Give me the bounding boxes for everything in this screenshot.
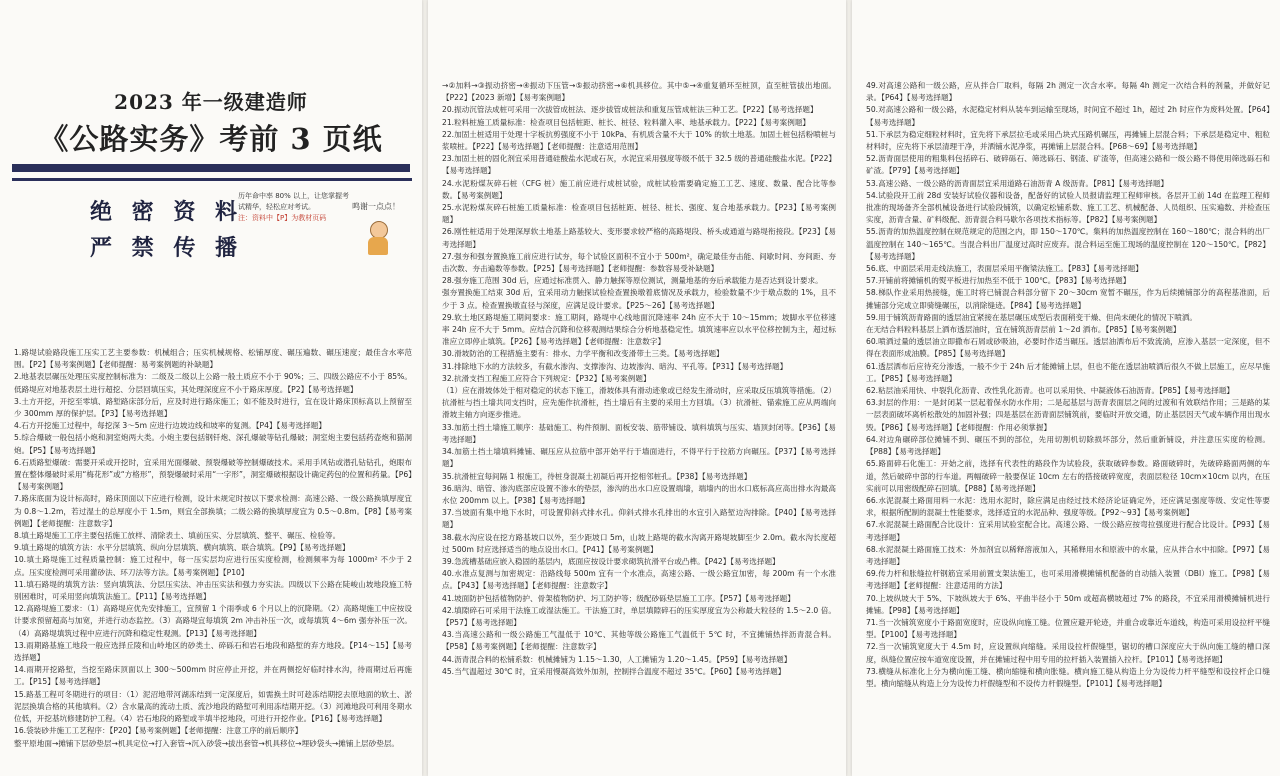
paragraph: 30.滑坡防治的工程措施主要有：排水、力学平衡和改变滑带土三类。【易考选择题】 bbox=[442, 349, 724, 359]
paragraph: 51.下承层为稳定细粒材料时，宜先将下承层拉毛或采用凸块式压路机碾压，再摊铺上层混合料；下承层是稳定中、粗粒材料时，应先将下承层清理干净，并洒铺水泥净浆，再摊铺上层混合料。【P68～69】【易考选择题】 bbox=[866, 129, 1270, 152]
paragraph: 63.封层的作用：一是封闭某一层起着保水防水作用；二是起基层与沥青表面层之间的过渡和有效联结作用；三是路的某一层表面破坏离析松散处的加固补强；四是基层在沥青面层铺筑前，要临时开放交通，防止基层因天气或车辆作用出现水毁。【P86】【易考选择题】【老师提醒：作用必须掌握】 bbox=[866, 398, 1270, 432]
paragraph: 32.抗滑支挡工程施工应符合下列规定：【P32】【易考案例题】 bbox=[442, 373, 651, 383]
paragraph: 21.粒料桩施工质量标准：检查项目包括桩距、桩长、桩径、粒料灌入率、地基承载力。【P22】【易考案例题】 bbox=[442, 117, 811, 127]
confidential-text-1: 绝 密 资 料 bbox=[90, 199, 243, 225]
paragraph: 55.沥青的加热温度控制在规范规定的范围之内，即 150～170℃。集料的加热温度控制在 160～180℃；混合料的出厂温度控制在 140～165℃。当混合料出厂温度过高时应废弃。混合料运至施工现场的温度控制在 120～150℃。【P82】【易考选择题】 bbox=[866, 227, 1270, 261]
paragraph: 70.上坡纵坡大于 5%、下坡纵坡大于 6%、平曲半径小于 50m 或超高横坡超过 7% 的路段，不宜采用滑模摊铺机进行摊铺。【P98】【易考选择题】 bbox=[866, 593, 1270, 615]
paragraph: 35.抗滑桩宜每间隔 1 根施工，待桩身混凝土初凝后再开挖相邻桩孔。【P38】【易考选择题】 bbox=[442, 471, 752, 481]
paragraph: 1.路堤试验路段施工压实工艺主要参数：机械组合；压实机械规格、松铺厚度、碾压遍数、碾压速度；最佳含水率范围。【P2】【易考案例题】【老师提醒：易考案例题的补缺题】 bbox=[14, 348, 412, 370]
paragraph: 31.排除地下水的方法较多，有截水渗沟、支撑渗沟、边坡渗沟、暗沟、平孔等。【P31】【易考选择题】 bbox=[442, 361, 788, 371]
paragraph: 71.当一次铺筑宽度小于路面宽度时，应设纵向施工缝。位置应避开轮迹，并重合或靠近车道线，构造可采用设拉杆平缝型。【P100】【易考选择题】 bbox=[866, 617, 1270, 640]
paragraph: 66.水泥混凝土路面用料一水泥：选用水泥时，除应满足由经过技术经济论证确定外，还应满足强度等级、安定性等要求，根据所配制的混凝土性能要求，选择适宜的水泥品种、强度等级。【P92～93】【易考案例题】 bbox=[866, 495, 1270, 518]
paragraph: 62.粘层油采用快、中裂乳化沥青、改性乳化沥青。也可以采用快、中凝液体石油沥青。【P85】【易考选择题】 bbox=[866, 386, 1235, 396]
paragraph: 2.地基表层碾压处理压实度控制标准为：二级及二级以上公路一般土质应不小于 90%；三、四级公路应不小于 85%。低路堤应对地基表层土进行超挖、分层回填压实，其处理深度应不小于路床厚度。【P2】【易考选择题】 bbox=[14, 372, 412, 394]
paragraph: 73.横缝从标准化上分为横向施工缝、横向缩缝和横向胀缝。横向施工缝从构造上分为设传力杆平缝型和设拉杆企口缝型。横向缩缝从构造上分为设传力杆假缝型和不设传力杆假缝型。【P101】【易考选择题】 bbox=[866, 666, 1270, 688]
column-2-body bbox=[428, 80, 846, 678]
paragraph: 36.暗沟、暗管、渗沟底部应设置不渗水的垫层，渗沟的出水口应设置端墙，端墙内的出水口底标高应高出排水沟最高水位 200mm 以上。【P38】【易考选择题】 bbox=[442, 483, 836, 505]
paragraph: 5.综合爆破一般包括小炮和洞室炮两大类。小炮主要包括钢钎炮、深孔爆破等钻孔爆破；洞室炮主要包括药壶炮和猫洞炮。【P5】【易考选择题】 bbox=[14, 433, 412, 455]
paragraph: 11.填石路堤的填筑方法：竖向填筑法、分层压实法、冲击压实法和强力夯实法。四级以下公路在陡峻山坡地段施工特别困难时，可采用竖向填筑法施工。【P11】【易考选择题】 bbox=[14, 579, 412, 602]
paragraph: 23.加固土桩的固化剂宜采用普通硅酸盐水泥或石灰，水泥宜采用强度等级不低于 32.5 级的普通硅酸盐水泥。【P22】【易考选择题】 bbox=[442, 154, 836, 176]
paragraph: 37.当坡面有集中地下水时，可设置仰斜式排水孔。仰斜式排水孔排出的水宜引入路堑边沟排除。【P40】【易考选择题】 bbox=[442, 508, 836, 530]
paragraph: 16.袋装砂井施工工艺程序：【P20】【易考案例题】【老师提醒：注意工序的前后顺序】 bbox=[14, 726, 303, 736]
paragraph: 在无结合料粒料基层上洒布透层油时，宜在铺筑沥青层前 1～2d 洒布。【P85】【易考案例题】 bbox=[866, 325, 1181, 335]
paragraph: 24.水泥粉煤灰碎石桩（CFG 桩）施工前应进行成桩试验，成桩试验需要确定施工工艺、速度、数量、配合比等参数。【易考案例题】 bbox=[442, 178, 836, 200]
paragraph: 44.沥青混合料的松铺系数：机械摊铺为 1.15～1.30，人工摊铺为 1.20～1.45。【P59】【易考选择题】 bbox=[442, 654, 792, 664]
banner-note bbox=[238, 191, 354, 224]
paragraph: 43.当高速公路和一级公路施工气温低于 10℃、其他等级公路施工气温低于 5℃ 时，不宜摊铺热拌沥青混合料。【P58】【易考案例题】【老师提醒：注意数字】 bbox=[442, 630, 836, 652]
paragraph: 22.加固土桩适用于处理十字板抗剪强度不小于 10kPa、有机质含量不大于 10% 的软土地基。加固土桩包括粉喷桩与浆喷桩。【P22】【易考选择题】【老师提醒：注意适用范围】 bbox=[442, 129, 836, 152]
paragraph: 56.底、中面层采用走线法施工，表面层采用平衡梁法施工。【P83】【易考选择题】 bbox=[866, 264, 1143, 274]
mascot-icon bbox=[366, 221, 390, 255]
paragraph: 10.填土路堤施工过程质量控制：施工过程中，每一压实层均应进行压实度检测，检测频率为每 1000m² 不少于 2 点。压实度检测可采用灌砂法、环刀法等方法。【易考案例题】【P10】 bbox=[14, 555, 412, 577]
paragraph: 14.雨期开挖路堑，当挖至路床顶面以上 300～500mm 时应停止开挖，并在两侧挖好临时排水沟，待雨期过后再施工。【P15】【易考选择题】 bbox=[14, 665, 412, 687]
title-year: 2023 年一级建造师 bbox=[114, 90, 308, 114]
paragraph: 67.水泥混凝土路面配合比设计：宜采用试验室配合比。高速公路、一级公路应按弯拉强度进行配合比设计。【P93】【易考选择题】 bbox=[866, 520, 1270, 542]
confidential-text-2: 严 禁 传 播 bbox=[90, 235, 243, 261]
paragraph: 72.当一次铺筑宽度大于 4.5m 时，应设置纵向缩缝。采用设拉杆假缝型，锯切的槽口深度应大于纵向施工缝的槽口深度，纵缝位置应按车道宽度设置，并在摊铺过程中用专用的拉杆插入装置插入拉杆。【P101】【易考选择题】 bbox=[866, 642, 1270, 664]
paragraph: 34.加筋土挡土墙填料摊铺、碾压应从拉筋中部开始平行于墙面进行，不得平行于拉筋方向碾压。【P37】【易考选择题】 bbox=[442, 447, 836, 469]
badge-text: 鸣谢一点点！ bbox=[352, 202, 400, 211]
paragraph: 13.雨期路基施工地段一般应选择丘陵和山岭地区的砂类土、碎砾石和岩石地段和路堑的弃方地段。【P14～15】【易考选择题】 bbox=[14, 640, 412, 663]
paragraph: 64.对边角碾碎部位摊铺不到、碾压不到的部位，先用切割机切除损坏部分，然后重新铺设，并注意压实度的检测。【P88】【易考选择题】 bbox=[866, 434, 1270, 457]
paragraph: →②加料→③振动挤密→④振动下压管→⑤振动挤密→⑥机具移位。其中⑤→④重复循环至桩顶，直至桩管拔出地面。【P22】【2023 新增】【易考案例题】 bbox=[442, 81, 836, 103]
paragraph: 41.坡面防护包括植物防护、骨架植物防护、圬工防护等；级配砂砾垫层施工工序。【P57】【易考选择题】 bbox=[442, 593, 795, 603]
page-column-2 bbox=[428, 0, 846, 776]
paragraph: （1）应在滑坡体处于相对稳定的状态下施工，滑坡体具有滑动迹象或已经发生滑动时，应采取反压填筑等措施。（2）抗滑桩与挡土墙共同支挡时，应先施作抗滑桩，挡土墙后有主要的采用土方回填。（3）抗滑桩、锚索施工应从两端向滑坡主轴方向逐步推进。 bbox=[442, 386, 836, 420]
title-block bbox=[0, 0, 422, 158]
paragraph: 3.土方开挖，开挖至零填、路堑路床部分后，应及时进行路床施工；如不能及时进行，宜在设计路床顶标高以上预留至少 300mm 厚的保护层。【P3】【易考选择题】 bbox=[14, 396, 412, 419]
paragraph: 49.对高速公路和一级公路，应从拌合厂取料，每隔 2h 测定一次含水率。每隔 4h 测定一次结合料的剂量，并做好记录。【P64】【易考选择题】 bbox=[866, 81, 1270, 103]
column-1-body bbox=[0, 347, 422, 750]
paragraph: 33.加筋土挡土墙施工顺序：基础施工、构件预制、面板安装、筋带铺设、填料填筑与压实、墙顶封闭等。【P36】【易考选择题】 bbox=[442, 422, 836, 444]
paragraph: 27.强夯和强夯置换施工前应进行试夯，每个试验区面积不宜小于 500m²，确定最佳夯击能、间歇时间、夯间距、夯击次数、夯击遍数等参数。【P25】【易考选择题】【老师提醒：参数容易受补缺题】 bbox=[442, 251, 836, 274]
title-divider bbox=[12, 164, 410, 172]
paragraph: 52.沥青面层使用的粗集料包括碎石、破碎砾石、筛选砾石、钢渣、矿渣等，但高速公路和一级公路不得使用筛选砾石和矿渣。【P79】【易考选择题】 bbox=[866, 154, 1270, 176]
paragraph: 54.试验段开工前 28d 安装好试验仪器和设备，配备好的试验人员报请监理工程师审核。各层开工前 14d 在监理工程师批准的现场备齐全部机械设备进行试验段铺筑，以确定松铺系数、施工工艺、机械配备、人员组织、压实遍数、并检查压实度，沥青含量、矿料级配、沥青混合料马歇尔各项技术指标等。【P82】【易考案例题】 bbox=[866, 190, 1270, 225]
paragraph: 53.高速公路、一级公路的沥青面层宜采用道路石油沥青 A 级沥青。【P81】【易考选择题】 bbox=[866, 178, 1169, 188]
paragraph: 58.梯队作业采用热接缝，施工时将已铺混合料部分留下 20～30cm 宽暂不碾压，作为后续摊铺部分的高程基准面，后摊铺部分完成立即骑缝碾压，以消除缝迹。【P84】【易考选择题】 bbox=[866, 288, 1270, 310]
paragraph: 60.喷洒过量的透层油立即撒布石屑或砂吸油，必要时作适当碾压。透层油洒布后不致流淌，应渗入基层一定深度，但不得在表面形成油膜。【P85】【易考选择题】 bbox=[866, 337, 1270, 359]
paragraph: 50.对高速公路和一级公路，水泥稳定材料从装车到运输至现场，时间宜不超过 1h，超过 2h 时应作为废料处置。【P64】【易考选择题】 bbox=[866, 105, 1270, 127]
paragraph: 20.振动沉管法成桩可采用一次拔管成桩法、逐步拔管成桩法和重复压管成桩法三种工艺。【P22】【易考选择题】 bbox=[442, 105, 818, 115]
paragraph: 12.高路堤施工要求：（1）高路堤应优先安排施工，宜预留 1 个雨季或 6 个月以上的沉降期。（2）高路堤施工中应按设计要求预留超高与加宽，并进行动态监控。（3）高路堤宜每填筑 2m 冲击补压一次，或每填筑 4～6m 强夯补压一次。（4）高路堤填筑过程中应进行沉降和稳定性观测。【P13】【易考选择题】 bbox=[14, 604, 412, 638]
paragraph: 29.软土地区路堤施工期间要求：施工期间，路堤中心线地面沉降速率 24h 应不大于 10～15mm；坡脚水平位移速率 24h 应不大于 5mm。应结合沉降和位移观测结果综合分析地基稳定性。填筑速率应以水平位移控制为主，超过标准应立即停止填筑。【P26】【易考选择题】【老师提醒：注意数字】 bbox=[442, 312, 836, 347]
paragraph: 57.开铺前将摊铺机的熨平板进行加热至不低于 100℃。【P83】【易考选择题】 bbox=[866, 276, 1131, 286]
paragraph: 68.水泥混凝土路面施工技术：外加剂宜以稀释溶液加入，其稀释用水和原液中的水量，应从拌合水中扣除。【P97】【易考选择题】 bbox=[866, 544, 1270, 566]
paragraph: 38.截水沟应设在挖方路基坡口以外，至少距坡口 5m，山坡上路堤的截水沟离开路堤坡脚至少 2.0m。截水沟长度超过 500m 时应选择适当的地点设出水口。【P41】【易考案例题】 bbox=[442, 532, 836, 554]
paragraph: 61.透层洒布后应待充分渗透，一般不少于 24h 后才能摊铺上层，但也不能在透层油喷洒后很久不做上层施工，应尽早施工。【P85】【易考选择题】 bbox=[866, 361, 1270, 383]
paragraph: 59.用于铺筑沥青路面的透层油宜紧接在基层碾压成型后表面稍变干燥、但尚未硬化的情况下喷洒。 bbox=[866, 312, 1198, 322]
paragraph: 45.当气温超过 30℃ 时，宜采用慢凝高效外加剂，控制拌合温度不超过 35℃。【P60】【易考选择题】 bbox=[442, 666, 786, 676]
paragraph: 强夯置换施工结束 30d 后，宜采用动力触探试验检查置换墩着底情况及承载力，检验数量不少于墩点数的 1%，且不少于 3 点。检查置换墩直径与深度，应满足设计要求。【P25～26】【易考选择题】 bbox=[442, 288, 836, 310]
banner-note-text: 历年命中率 80% 以上，让您掌握考试精华，轻松应对考试。 bbox=[238, 192, 350, 211]
paragraph: 整平原地面→摊铺下层砂垫层→机具定位→打入套管→沉入砂袋→拔出套管→机具移位→埋砂袋头→摊铺上层砂垫层。 bbox=[14, 738, 400, 748]
banner-note-highlight: 注：资料中【P】为教材页码 bbox=[238, 214, 327, 222]
paragraph: 65.路面碎石化施工：开始之前，选择有代表性的路段作为试验段，获取破碎参数。路面破碎时，先破碎路面两侧的车道，然后破碎中部的行车道。两幅破碎一般要保证 10cm 左右的搭接破碎宽度，表面层粒径 10cm×10cm 以内，在压实前可以用密级配碎石回填。【P88】【易考选择题】 bbox=[866, 459, 1270, 493]
paragraph: 9.填土路堤的填筑方法：水平分层填筑、纵向分层填筑、横向填筑、联合填筑。【P9】【易考选择题】 bbox=[14, 543, 350, 553]
mascot-body bbox=[368, 237, 388, 255]
paragraph: 25.水泥粉煤灰碎石桩施工质量标准：检查项目包括桩距、桩径、桩长、强度、复合地基承载力。【P23】【易考案例题】 bbox=[442, 203, 836, 225]
column-3-body bbox=[852, 80, 1280, 690]
paragraph: 6.石质路堑爆破：需要开采或开挖时，宜采用光面爆破、预裂爆破等控制爆破技术。采用手风钻或潜孔钻钻孔，炮眼布置在整体爆破时采用“梅花形”或“方格形”，预裂爆破时采用“一字形”，洞室爆破根据设计确定药包的位置和药量。【P6】【易考案例题】 bbox=[14, 457, 412, 492]
confidential-banner bbox=[12, 178, 412, 277]
paragraph: 40.水准点复测与加密规定：沿路线每 500m 宜有一个水准点，高速公路、一级公路宜加密，每 200m 有一个水准点。【P43】【易考选择题】【老师提醒：注意数字】 bbox=[442, 569, 836, 591]
paragraph: 26.刚性桩适用于处理深厚软土地基上路基较大、变形要求较严格的高路堤段、桥头或通道与路堤衔接段。【P23】【易考选择题】 bbox=[442, 227, 836, 249]
page-title: 《公路实务》考前 3 页纸 bbox=[39, 122, 383, 156]
paragraph: 4.石方开挖施工过程中，每挖深 3～5m 应进行边坡边线和坡率的复测。【P4】【易考选择题】 bbox=[14, 421, 326, 431]
page-column-1 bbox=[0, 0, 422, 776]
paragraph: 42.填隙碎石可采用干法施工或湿法施工。干法施工时，单层填隙碎石的压实厚度宜为公称最大粒径的 1.5～2.0 倍。【P57】【易考选择题】 bbox=[442, 605, 836, 627]
paragraph: 8.填土路堤施工工序主要包括施工放样、清除表土、填前压实、分层填筑、整平、碾压、检验等。 bbox=[14, 531, 341, 541]
page-column-3 bbox=[852, 0, 1280, 776]
paragraph: 28.强夯施工范围 30d 后，应通过标准贯入、静力触探等原位测试，测量地基的夯后承载能力是否达到设计要求。 bbox=[442, 276, 823, 286]
paragraph: 39.急流槽基础应嵌入稳固的基层内，底面应按设计要求砌筑抗滑平台或凸榫。【P42】【易考选择题】 bbox=[442, 556, 780, 566]
paragraph: 7.路床底面为设计标高时，路床顶面以下应进行检测，设计未规定时按以下要求检测：高速公路、一级公路换填厚度宜为 0.8～1.2m，若过湿土的总厚度小于 1.5m，则宜全部换填；二级公路的换填厚度宜为 0.5～0.8m。【P8】【易考案例题】【老师提醒：注意数字】 bbox=[14, 494, 412, 528]
paragraph: 15.路基工程可冬期进行的项目：（1）泥沼地带河湖冻结到一定深度后，如需换土时可趁冻结期挖去原地面的软土、淤泥层换填合格的其他填料。（2）含水量高的流动土质、流沙地段的路堑可利用冻结期开挖。（3）河滩地段可利用冬期水位低，开挖基坑修建防护工程。（4）岩石地段的路堑或半填半挖地段，可进行开挖作业。【P16】【易考选择题】 bbox=[14, 689, 412, 724]
paragraph: 69.传力杆和胀缝拉杆钢筋宜采用前置支架法施工，也可采用滑模摊铺机配备的自动插入装置（DBI）施工。【P98】【易考选择题】【老师提醒：注意适用的方法】 bbox=[866, 569, 1270, 591]
mascot-badge bbox=[346, 187, 406, 257]
